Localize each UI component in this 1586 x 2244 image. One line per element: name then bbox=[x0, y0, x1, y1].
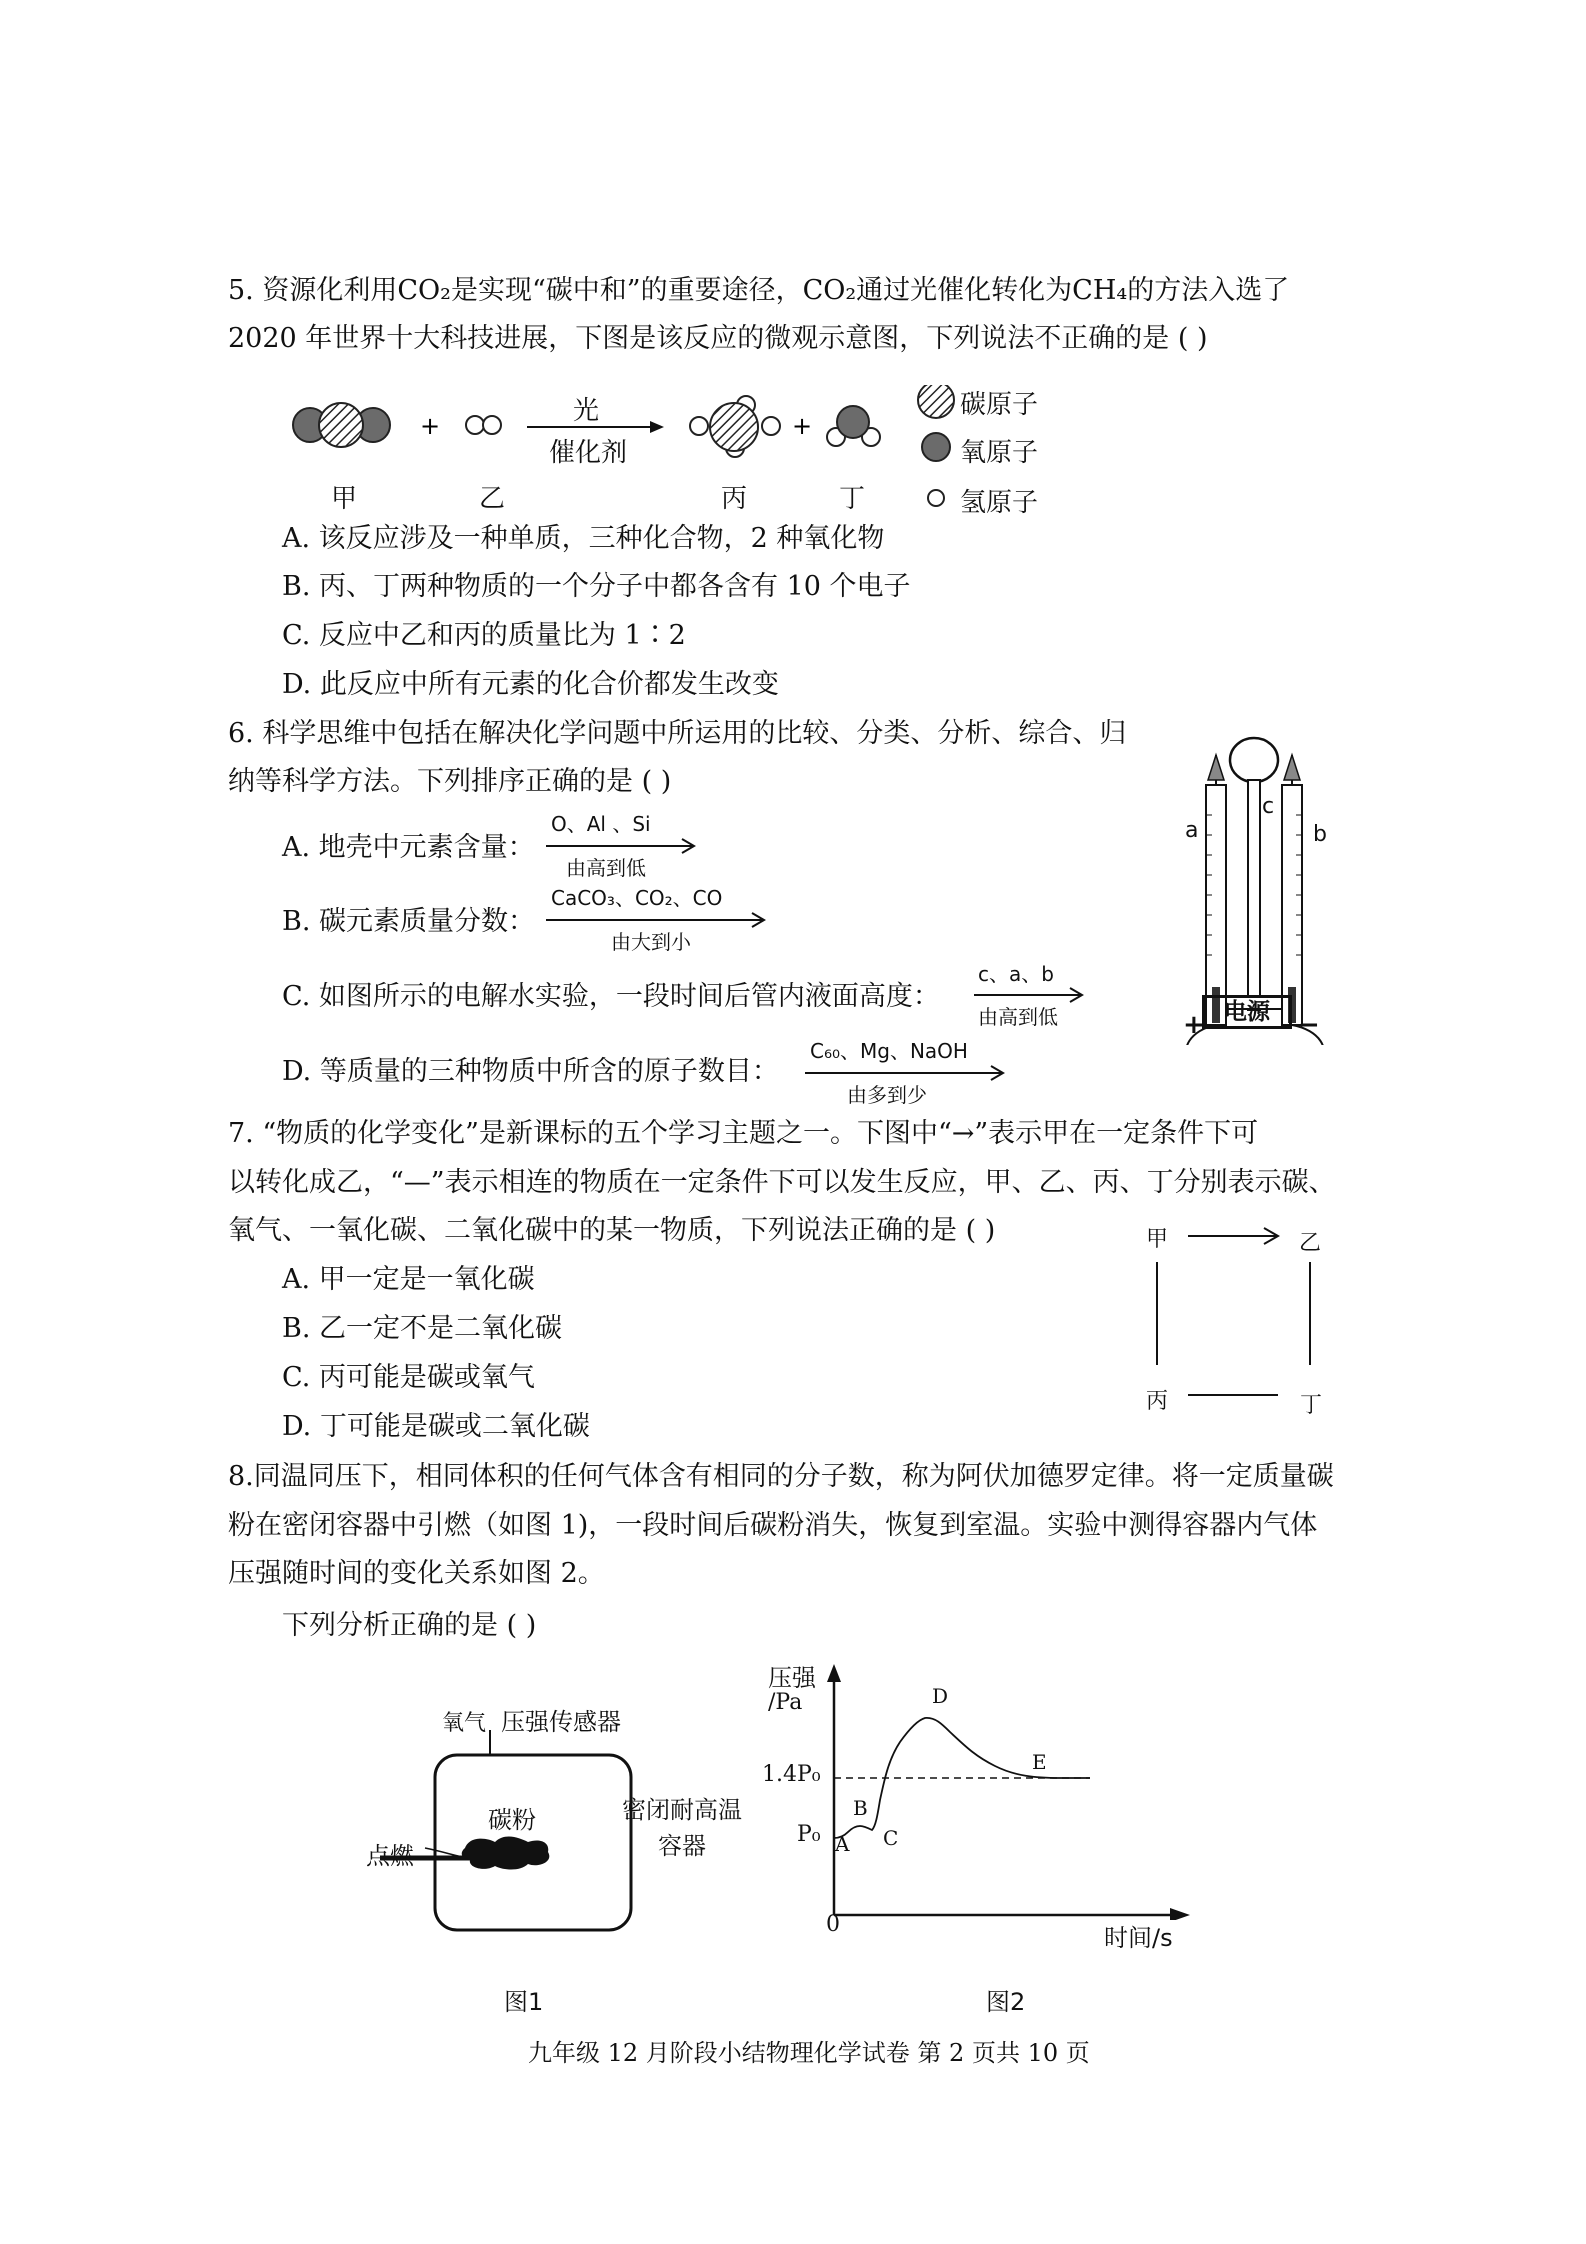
q5-option-b: B. 丙、丁两种物质的一个分子中都各含有 10 个电子 bbox=[282, 571, 911, 602]
q7-option-a: A. 甲一定是一氧化碳 bbox=[282, 1264, 535, 1295]
q7-option-d: D. 丁可能是碳或二氧化碳 bbox=[282, 1411, 590, 1442]
legend-carbon-label: 碳原子 bbox=[960, 390, 1039, 420]
molecule-jia-co2 bbox=[293, 403, 390, 447]
q8-stem-line3: 压强随时间的变化关系如图 2。 bbox=[228, 1558, 605, 1589]
figure-2-graph bbox=[800, 1660, 1220, 1920]
molecule-bing-ch4 bbox=[690, 396, 780, 457]
q6-d-arrow-top: C₆₀、Mg、NaOH bbox=[810, 1039, 968, 1063]
power-supply-label: 电源 bbox=[1224, 999, 1270, 1025]
molecule-ding-h2o bbox=[827, 406, 880, 446]
q8-stem-line4: 下列分析正确的是 ( ) bbox=[282, 1610, 537, 1641]
fig2-point-e: E bbox=[1032, 1750, 1047, 1774]
fig1-carbon-label: 碳粉 bbox=[488, 1806, 536, 1834]
q8-stem-line2: 粉在密闭容器中引燃（如图 1)，一段时间后碳粉消失，恢复到室温。实验中测得容器内气体 bbox=[228, 1510, 1318, 1541]
fig1-container-label-1: 密闭耐高温 bbox=[622, 1796, 742, 1824]
fig1-oxygen-label: 氧气 bbox=[442, 1711, 487, 1736]
q7-node-yi: 乙 bbox=[1299, 1231, 1322, 1256]
fig2-p14-label: 1.4P₀ bbox=[762, 1762, 821, 1787]
q6-a-arrow-bottom: 由高到低 bbox=[566, 856, 646, 880]
fig1-sensor-label: 压强传感器 bbox=[501, 1708, 621, 1736]
q5-arrow-top-label: 光 bbox=[573, 396, 600, 426]
fig1-ignite-label: 点燃 bbox=[366, 1842, 414, 1870]
legend-oxygen-icon bbox=[922, 433, 950, 461]
fig2-p0-label: P₀ bbox=[797, 1822, 821, 1847]
page-footer: 九年级 12 月阶段小结物理化学试卷 第 2 页共 10 页 bbox=[528, 2039, 1090, 2067]
fig2-origin: 0 bbox=[826, 1912, 840, 1937]
q6-c-arrow-top: c、a、b bbox=[978, 962, 1054, 986]
q7-option-b: B. 乙一定不是二氧化碳 bbox=[282, 1313, 563, 1344]
fig2-point-b: B bbox=[853, 1796, 868, 1820]
fig2-ylabel-2: /Pa bbox=[768, 1690, 803, 1715]
apparatus-label-c: c bbox=[1262, 794, 1275, 819]
q6-stem-line2: 纳等科学方法。下列排序正确的是 ( ) bbox=[228, 766, 672, 797]
legend-oxygen-label: 氧原子 bbox=[960, 438, 1039, 468]
q6-option-c: C. 如图所示的电解水实验，一段时间后管内液面高度： bbox=[282, 981, 940, 1012]
q7-node-jia: 甲 bbox=[1146, 1227, 1169, 1252]
plus-sign-2: + bbox=[792, 412, 813, 440]
q7-node-ding: 丁 bbox=[1300, 1393, 1323, 1418]
fig1-container-label-2: 容器 bbox=[658, 1832, 706, 1860]
q7-stem-line2: 以转化成乙，“—”表示相连的物质在一定条件下可以发生反应，甲、乙、丙、丁分别表示碳、 bbox=[228, 1167, 1336, 1198]
q5-label-bing: 丙 bbox=[721, 484, 748, 514]
legend-hydrogen-icon bbox=[928, 490, 944, 506]
q6-stem-line1: 6. 科学思维中包括在解决化学问题中所运用的比较、分类、分析、综合、归 bbox=[228, 718, 1127, 749]
q5-arrow-bottom-label: 催化剂 bbox=[549, 438, 628, 468]
fig2-point-a: A bbox=[835, 1832, 850, 1856]
q5-reaction-diagram bbox=[0, 385, 1586, 515]
legend-carbon-icon bbox=[918, 385, 954, 418]
q6-a-arrow-top: O、Al 、Si bbox=[551, 812, 651, 836]
apparatus-label-b: b bbox=[1313, 822, 1327, 847]
figure-1-container bbox=[370, 1730, 690, 1950]
fig2-ylabel-1: 压强 bbox=[768, 1664, 816, 1692]
q5-stem-line1: 5. 资源化利用CO₂是实现“碳中和”的重要途径，CO₂通过光催化转化为CH₄的方法入选了 bbox=[228, 275, 1290, 306]
q7-stem-line3: 氧气、一氧化碳、二氧化碳中的某一物质，下列说法正确的是 ( ) bbox=[228, 1215, 996, 1246]
q7-stem-line1: 7. “物质的化学变化”是新课标的五个学习主题之一。下图中“→”表示甲在一定条件下可 bbox=[228, 1118, 1259, 1149]
q5-option-a: A. 该反应涉及一种单质，三种化合物，2 种氧化物 bbox=[282, 523, 885, 554]
q6-option-b: B. 碳元素质量分数： bbox=[282, 906, 536, 937]
q5-stem-line2: 2020 年世界十大科技进展，下图是该反应的微观示意图，下列说法不正确的是 ( ) bbox=[228, 323, 1208, 354]
carbon-powder-blob bbox=[462, 1837, 550, 1870]
q5-label-jia: 甲 bbox=[331, 484, 358, 514]
q5-label-yi: 乙 bbox=[479, 484, 506, 514]
q6-d-arrow-bottom: 由多到少 bbox=[847, 1083, 927, 1107]
q6-b-arrow-top: CaCO₃、CO₂、CO bbox=[551, 886, 723, 910]
fig2-xlabel: 时间/s bbox=[1104, 1924, 1173, 1952]
legend-hydrogen-label: 氢原子 bbox=[960, 488, 1039, 518]
q6-option-d: D. 等质量的三种物质中所含的原子数目： bbox=[282, 1056, 779, 1087]
q5-option-c: C. 反应中乙和丙的质量比为 1∶2 bbox=[282, 620, 686, 651]
fig2-caption: 图2 bbox=[986, 1988, 1026, 2016]
q6-b-arrow-bottom: 由大到小 bbox=[611, 930, 691, 954]
q5-option-d: D. 此反应中所有元素的化合价都发生改变 bbox=[282, 669, 779, 700]
q7-node-bing: 丙 bbox=[1146, 1389, 1169, 1414]
q7-option-c: C. 丙可能是碳或氧气 bbox=[282, 1362, 535, 1393]
q6-option-a: A. 地壳中元素含量： bbox=[282, 832, 535, 863]
apparatus-plus: + bbox=[1183, 1010, 1205, 1040]
q5-label-ding: 丁 bbox=[839, 484, 866, 514]
fig2-point-c: C bbox=[883, 1826, 899, 1850]
fig1-caption: 图1 bbox=[504, 1988, 544, 2016]
fig2-point-d: D bbox=[932, 1684, 949, 1708]
q8-stem-line1: 8.同温同压下，相同体积的任何气体含有相同的分子数，称为阿伏加德罗定律。将一定质量碳 bbox=[228, 1461, 1334, 1492]
apparatus-minus: − bbox=[1298, 1010, 1320, 1040]
apparatus-label-a: a bbox=[1185, 818, 1199, 843]
q6-c-arrow-bottom: 由高到低 bbox=[978, 1005, 1058, 1029]
plus-sign-1: + bbox=[420, 412, 441, 440]
molecule-yi-h2 bbox=[466, 416, 501, 434]
power-supply-box bbox=[1202, 995, 1292, 1029]
